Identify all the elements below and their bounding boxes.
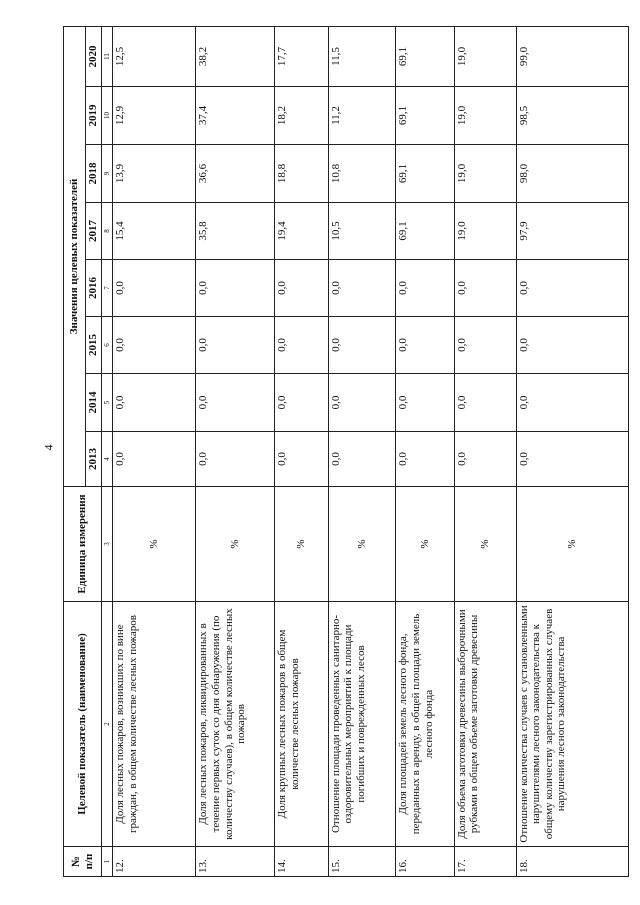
table-row <box>328 26 395 876</box>
column-number: 2 <box>102 602 113 847</box>
value-cell: 0,0 <box>328 374 395 432</box>
value-cell: 0,0 <box>454 317 516 374</box>
value-cell: 0,0 <box>516 317 628 374</box>
table-row <box>113 26 196 876</box>
value-cell: 19,0 <box>454 203 516 260</box>
row-number: 18. <box>516 847 628 877</box>
value-cell: 0,0 <box>274 317 328 374</box>
header-year: 2019 <box>86 87 102 145</box>
column-number: 9 <box>102 145 113 203</box>
column-number: 11 <box>102 26 113 86</box>
indicator-unit: % <box>516 487 628 602</box>
value-cell: 0,0 <box>196 260 275 317</box>
column-numbers-row <box>102 26 113 876</box>
value-cell: 0,0 <box>454 432 516 487</box>
value-cell: 0,0 <box>454 260 516 317</box>
indicator-unit: % <box>454 487 516 602</box>
value-cell: 69,1 <box>396 203 454 260</box>
value-cell: 10,5 <box>328 203 395 260</box>
value-cell: 0,0 <box>274 260 328 317</box>
column-number: 1 <box>102 847 113 877</box>
value-cell: 97,9 <box>516 203 628 260</box>
header-num: № п/п <box>64 847 102 877</box>
row-number: 16. <box>396 847 454 877</box>
value-cell: 0,0 <box>113 260 196 317</box>
indicator-name: Доля лесных пожаров, ликвидированных в течение первых суток со дня обнаружения (по количеству случаев), в общем количестве лесных пожаров <box>196 602 275 847</box>
indicator-unit: % <box>328 487 395 602</box>
header-year: 2015 <box>86 317 102 374</box>
column-number: 10 <box>102 87 113 145</box>
indicator-unit: % <box>113 487 196 602</box>
header-year: 2016 <box>86 260 102 317</box>
row-number: 15. <box>328 847 395 877</box>
value-cell: 0,0 <box>396 432 454 487</box>
row-number: 14. <box>274 847 328 877</box>
value-cell: 0,0 <box>196 317 275 374</box>
row-number: 17. <box>454 847 516 877</box>
value-cell: 69,1 <box>396 87 454 145</box>
indicator-name: Доля объема заготовки древесины выборочными рубками в общем объеме заготовки древесины <box>454 602 516 847</box>
value-cell: 99,0 <box>516 26 628 86</box>
value-cell: 0,0 <box>516 260 628 317</box>
value-cell: 38,2 <box>196 26 275 86</box>
table-row <box>454 26 516 876</box>
value-cell: 0,0 <box>516 374 628 432</box>
indicator-name: Отношение площади проведенных санитарно-оздоровительных мероприятий к площади погибших и поврежденных лесов <box>328 602 395 847</box>
indicator-unit: % <box>396 487 454 602</box>
value-cell: 12,9 <box>113 87 196 145</box>
header-year: 2020 <box>86 26 102 86</box>
value-cell: 0,0 <box>396 260 454 317</box>
value-cell: 19,4 <box>274 203 328 260</box>
value-cell: 10,8 <box>328 145 395 203</box>
header-name: Целевой показатель (наименование) <box>64 602 102 847</box>
value-cell: 37,4 <box>196 87 275 145</box>
header-year: 2017 <box>86 203 102 260</box>
value-cell: 0,0 <box>274 374 328 432</box>
value-cell: 12,5 <box>113 26 196 86</box>
rotated-table-container <box>63 27 629 877</box>
indicator-unit: % <box>274 487 328 602</box>
header-year: 2014 <box>86 374 102 432</box>
value-cell: 0,0 <box>328 432 395 487</box>
value-cell: 17,7 <box>274 26 328 86</box>
indicator-name: Доля крупных лесных пожаров в общем количестве лесных пожаров <box>274 602 328 847</box>
table-row <box>196 26 275 876</box>
header-values-group: Значения целевых показателей <box>64 26 86 486</box>
value-cell: 11,5 <box>328 26 395 86</box>
indicator-unit: % <box>196 487 275 602</box>
column-number: 8 <box>102 203 113 260</box>
value-cell: 0,0 <box>113 317 196 374</box>
value-cell: 0,0 <box>396 317 454 374</box>
value-cell: 19,0 <box>454 87 516 145</box>
value-cell: 0,0 <box>196 374 275 432</box>
column-number: 5 <box>102 374 113 432</box>
value-cell: 98,0 <box>516 145 628 203</box>
value-cell: 18,2 <box>274 87 328 145</box>
value-cell: 0,0 <box>516 432 628 487</box>
value-cell: 19,0 <box>454 26 516 86</box>
table-row <box>274 26 328 876</box>
column-number: 3 <box>102 487 113 602</box>
header-year: 2013 <box>86 432 102 487</box>
value-cell: 0,0 <box>454 374 516 432</box>
value-cell: 0,0 <box>113 432 196 487</box>
column-number: 4 <box>102 432 113 487</box>
value-cell: 98,5 <box>516 87 628 145</box>
value-cell: 0,0 <box>328 260 395 317</box>
indicator-name: Доля площадей земель лесного фонда, переданных в аренду, в общей площади земель лесного фонда <box>396 602 454 847</box>
value-cell: 69,1 <box>396 26 454 86</box>
indicator-name: Доля лесных пожаров, возникших по вине граждан, в общем количестве лесных пожаров <box>113 602 196 847</box>
column-number: 6 <box>102 317 113 374</box>
value-cell: 36,6 <box>196 145 275 203</box>
target-indicators-table <box>63 26 629 877</box>
value-cell: 0,0 <box>113 374 196 432</box>
value-cell: 0,0 <box>328 317 395 374</box>
table-row <box>396 26 454 876</box>
value-cell: 18,8 <box>274 145 328 203</box>
value-cell: 19,0 <box>454 145 516 203</box>
header-year: 2018 <box>86 145 102 203</box>
value-cell: 0,0 <box>274 432 328 487</box>
value-cell: 13,9 <box>113 145 196 203</box>
value-cell: 15,4 <box>113 203 196 260</box>
value-cell: 0,0 <box>196 432 275 487</box>
column-number: 7 <box>102 260 113 317</box>
value-cell: 35,8 <box>196 203 275 260</box>
table-row <box>516 26 628 876</box>
indicator-name: Отношение количества случаев с установленными нарушителями лесного законодательства к общему количеству зарегистрированных случаев нарушения лесного законодательства <box>516 602 628 847</box>
value-cell: 0,0 <box>396 374 454 432</box>
value-cell: 11,2 <box>328 87 395 145</box>
page-number: 4 <box>41 444 56 451</box>
row-number: 12. <box>113 847 196 877</box>
row-number: 13. <box>196 847 275 877</box>
header-unit: Единица измерения <box>64 487 102 602</box>
value-cell: 69,1 <box>396 145 454 203</box>
